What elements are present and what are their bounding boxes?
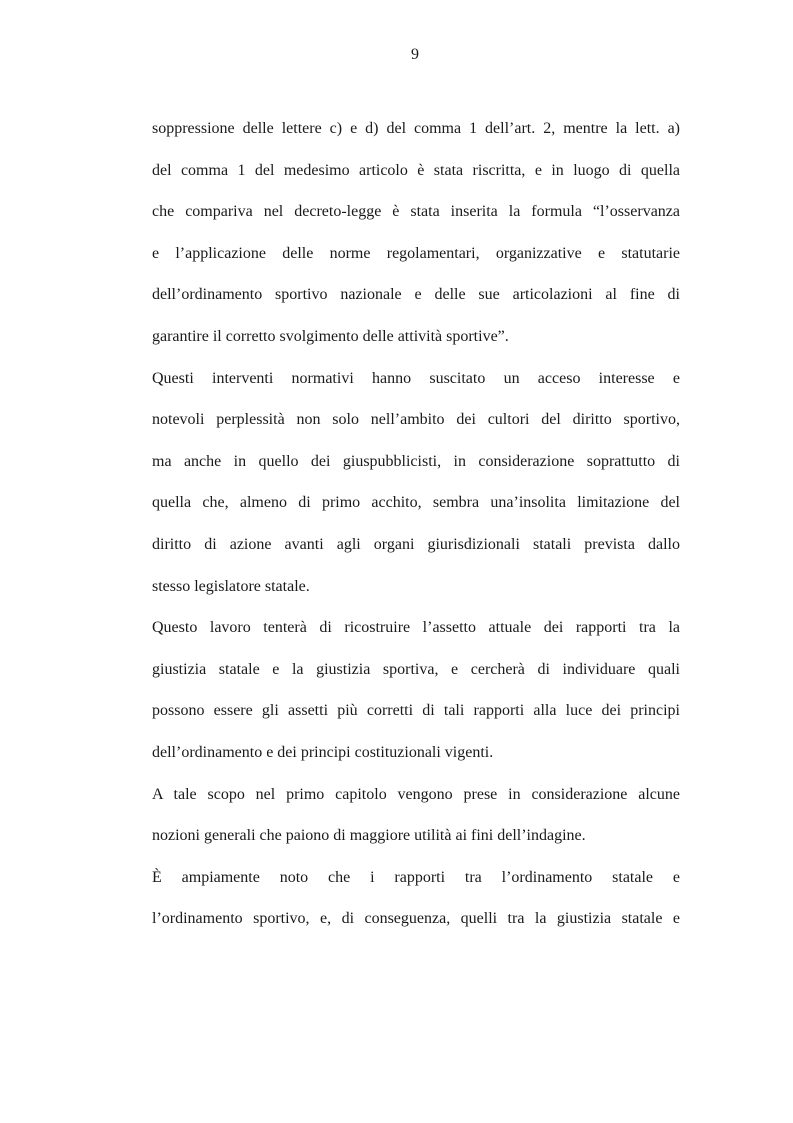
paragraph-3 xyxy=(152,607,680,773)
text-line: e l’applicazione delle norme regolamentari, organizzative e statutarie xyxy=(152,244,680,262)
page-number: 9 xyxy=(411,46,419,63)
text-line: Questo lavoro tenterà di ricostruire l’assetto attuale dei rapporti tra la xyxy=(152,619,680,637)
paragraph-2 xyxy=(152,358,680,608)
text-line: stesso legislatore statale. xyxy=(152,577,310,595)
paragraph-4 xyxy=(152,774,680,857)
paragraph-5 xyxy=(152,857,680,940)
body-text xyxy=(152,108,680,940)
text-line: l’ordinamento sportivo, e, di conseguenza, quelli tra la giustizia statale e xyxy=(152,910,680,928)
text-line: che compariva nel decreto-legge è stata inserita la formula “l’osservanza xyxy=(152,203,680,221)
text-line: nozioni generali che paiono di maggiore utilità ai fini dell’indagine. xyxy=(152,827,586,845)
text-line: A tale scopo nel primo capitolo vengono prese in considerazione alcune xyxy=(152,785,680,803)
text-line: giustizia statale e la giustizia sportiva, e cercherà di individuare quali xyxy=(152,660,680,678)
text-line: dell’ordinamento sportivo nazionale e delle sue articolazioni al fine di xyxy=(152,286,680,304)
text-line: diritto di azione avanti agli organi giurisdizionali statali prevista dallo xyxy=(152,535,680,553)
text-line: soppressione delle lettere c) e d) del comma 1 dell’art. 2, mentre la lett. a) xyxy=(152,120,680,137)
text-line: quella che, almeno di primo acchito, sembra una’insolita limitazione del xyxy=(152,494,680,512)
text-line: È ampiamente noto che i rapporti tra l’ordinamento statale e xyxy=(152,868,680,886)
text-line: ma anche in quello dei giuspubblicisti, in considerazione soprattutto di xyxy=(152,452,680,470)
text-line: dell’ordinamento e dei principi costituzionali vigenti. xyxy=(152,743,494,761)
text-line: possono essere gli assetti più corretti di tali rapporti alla luce dei principi xyxy=(152,702,680,720)
text-line: del comma 1 del medesimo articolo è stata riscritta, e in luogo di quella xyxy=(152,161,680,179)
paragraph-1 xyxy=(152,108,680,358)
text-line: notevoli perplessità non solo nell’ambito dei cultori del diritto sportivo, xyxy=(152,411,680,429)
text-line: garantire il corretto svolgimento delle attività sportive”. xyxy=(152,327,509,345)
text-line: Questi interventi normativi hanno suscitato un acceso interesse e xyxy=(152,369,680,387)
